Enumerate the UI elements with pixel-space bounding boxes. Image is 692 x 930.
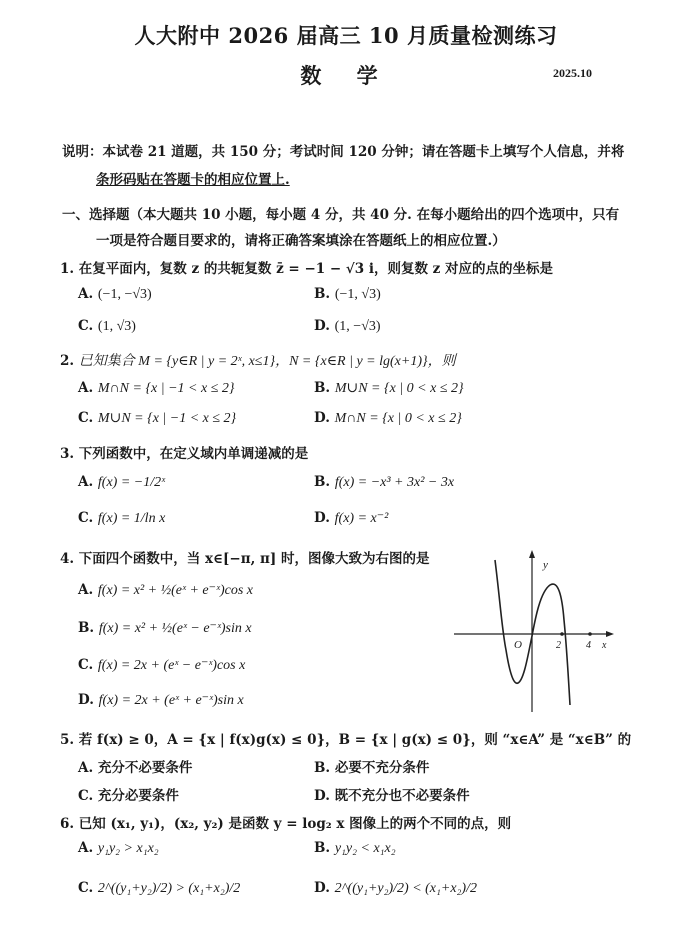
q5-option-c[interactable] <box>78 784 179 804</box>
q2-option-a[interactable] <box>78 380 235 397</box>
option-text: f(x) = 2x + (eˣ + e⁻ˣ)sin x <box>98 693 244 708</box>
option-label: A. <box>78 840 94 856</box>
option-text: 2^((y₁+y₂)/2) > (x₁+x₂)/2 <box>97 881 241 896</box>
option-text: M∪N = {x | −1 < x ≤ 2} <box>97 411 237 426</box>
subject-title: 数 学 <box>300 63 392 88</box>
option-text: M∩N = {x | 0 < x ≤ 2} <box>334 411 462 426</box>
instructions-line2: 条形码贴在答题卡的相应位置上. <box>96 172 290 188</box>
q1-option-b[interactable] <box>314 286 381 303</box>
option-label: B. <box>314 380 331 396</box>
option-label: A. <box>78 760 94 776</box>
option-label: C. <box>78 510 94 526</box>
option-label: C. <box>78 410 94 426</box>
question-6 <box>60 812 511 832</box>
option-text: (1, √3) <box>97 319 136 334</box>
q3-option-c[interactable] <box>78 510 165 527</box>
question-number: 1. <box>60 261 75 277</box>
question-3 <box>60 442 308 462</box>
option-text: 2^((y₁+y₂)/2) < (x₁+x₂)/2 <box>334 881 477 896</box>
origin-label: O <box>514 639 522 651</box>
question-number: 4. <box>60 551 75 567</box>
question-stem: 下面四个函数中，当 x∈[−π, π] 时，图像大致为右图的是 <box>78 551 430 567</box>
question-stem: 下列函数中，在定义域内单调递减的是 <box>78 446 309 462</box>
q4-option-a[interactable] <box>78 582 253 599</box>
question-2 <box>60 350 456 370</box>
option-label: A. <box>78 286 94 302</box>
q6-option-b[interactable] <box>314 840 396 857</box>
option-label: A. <box>78 582 94 598</box>
section-heading-line2: 一项是符合题目要求的，请将正确答案填涂在答题纸上的相应位置.） <box>96 233 506 249</box>
q4-option-d[interactable] <box>78 692 244 709</box>
option-label: B. <box>78 620 95 636</box>
option-text: M∩N = {x | −1 < x ≤ 2} <box>97 381 235 396</box>
option-label: C. <box>78 880 94 896</box>
q4-option-c[interactable] <box>78 657 245 674</box>
option-text: 必要不充分条件 <box>334 760 430 776</box>
q2-option-d[interactable] <box>314 410 462 427</box>
question-stem: 在复平面内，复数 z 的共轭复数 z̄ = −1 − √3 i，则复数 z 对应的点的坐标是 <box>78 261 554 277</box>
tick-label-2: 2 <box>556 640 561 651</box>
option-label: D. <box>314 788 330 804</box>
option-label: B. <box>314 760 331 776</box>
option-text: y₁y₂ < x₁x₂ <box>334 841 396 856</box>
option-text: 充分不必要条件 <box>97 760 193 776</box>
q6-option-d[interactable] <box>314 880 477 897</box>
instructions-line1 <box>62 140 624 160</box>
q1-option-c[interactable] <box>78 318 136 335</box>
instructions-text-1: 本试卷 21 道题，共 150 分；考试时间 120 分钟；请在答题卡上填写个人信息，并将 <box>102 144 625 160</box>
section-heading-line1: 一、选择题（本大题共 10 小题，每小题 4 分，共 40 分. 在每小题给出的四个选项中，只有 <box>62 207 620 223</box>
tick-label-4: 4 <box>586 640 591 651</box>
tick-2 <box>560 632 564 636</box>
x-axis-label: x <box>602 640 607 651</box>
question-5 <box>60 728 631 748</box>
q3-option-a[interactable] <box>78 474 165 491</box>
x-axis-arrow-icon <box>606 631 614 637</box>
q1-option-d[interactable] <box>314 318 381 335</box>
option-text: f(x) = x² + ½(eˣ + e⁻ˣ)cos x <box>97 583 253 598</box>
option-text: f(x) = 2x + (eˣ − e⁻ˣ)cos x <box>97 658 246 673</box>
q5-option-b[interactable] <box>314 756 429 776</box>
option-label: D. <box>314 318 330 334</box>
tick-4 <box>588 632 592 636</box>
option-text: (1, −√3) <box>334 319 381 334</box>
option-label: D. <box>314 410 330 426</box>
exam-title: 人大附中 2026 届高三 10 月质量检测练习 <box>134 23 558 48</box>
q6-option-c[interactable] <box>78 880 240 897</box>
y-axis-label: y <box>543 559 548 571</box>
option-label: C. <box>78 657 94 673</box>
option-label: A. <box>78 474 94 490</box>
question-number: 3. <box>60 446 75 462</box>
option-text: f(x) = −x³ + 3x² − 3x <box>334 475 455 490</box>
option-text: f(x) = 1/ln x <box>97 511 166 526</box>
question-stem: 已知 (x₁, y₁)，(x₂, y₂) 是函数 y = log₂ x 图像上的两个不同的点，则 <box>78 816 512 832</box>
option-text: f(x) = x² + ½(eˣ − e⁻ˣ)sin x <box>98 621 252 636</box>
question-number: 2. <box>60 353 75 369</box>
option-label: D. <box>314 880 330 896</box>
q5-option-a[interactable] <box>78 756 192 776</box>
q2-option-b[interactable] <box>314 380 464 397</box>
instructions-label: 说明： <box>62 144 103 160</box>
option-text: (−1, −√3) <box>97 287 152 302</box>
q6-option-a[interactable] <box>78 840 159 857</box>
q4-function-graph <box>440 540 620 720</box>
q3-option-d[interactable] <box>314 510 388 527</box>
question-1 <box>60 257 553 277</box>
option-label: B. <box>314 286 331 302</box>
q1-option-a[interactable] <box>78 286 152 303</box>
q4-option-b[interactable] <box>78 620 252 637</box>
option-text: y₁y₂ > x₁x₂ <box>97 841 159 856</box>
option-label: D. <box>78 692 94 708</box>
option-text: f(x) = x⁻² <box>334 511 389 526</box>
option-label: B. <box>314 840 331 856</box>
option-text: 既不充分也不必要条件 <box>334 788 470 804</box>
question-stem: 若 f(x) ≥ 0，A = {x | f(x)g(x) ≤ 0}，B = {x | g(x) ≤ 0}，则 “x∈A” 是 “x∈B” 的 <box>78 732 632 748</box>
question-number: 5. <box>60 732 75 748</box>
q2-option-c[interactable] <box>78 410 236 427</box>
option-label: B. <box>314 474 331 490</box>
question-number: 6. <box>60 816 75 832</box>
y-axis-arrow-icon <box>529 550 535 558</box>
option-text: M∪N = {x | 0 < x ≤ 2} <box>334 381 464 396</box>
option-label: C. <box>78 788 94 804</box>
option-text: f(x) = −1/2ˣ <box>97 475 166 490</box>
option-label: C. <box>78 318 94 334</box>
option-label: A. <box>78 380 94 396</box>
option-label: D. <box>314 510 330 526</box>
option-text: 充分必要条件 <box>97 788 179 804</box>
question-stem: 已知集合 M = {y∈R | y = 2ˣ, x≤1}，N = {x∈R | y = lg(x+1)}，则 <box>78 354 456 369</box>
question-4 <box>60 547 430 567</box>
exam-date: 2025.10 <box>553 66 592 80</box>
q5-option-d[interactable] <box>314 784 470 804</box>
q3-option-b[interactable] <box>314 474 454 491</box>
option-text: (−1, √3) <box>334 287 381 302</box>
